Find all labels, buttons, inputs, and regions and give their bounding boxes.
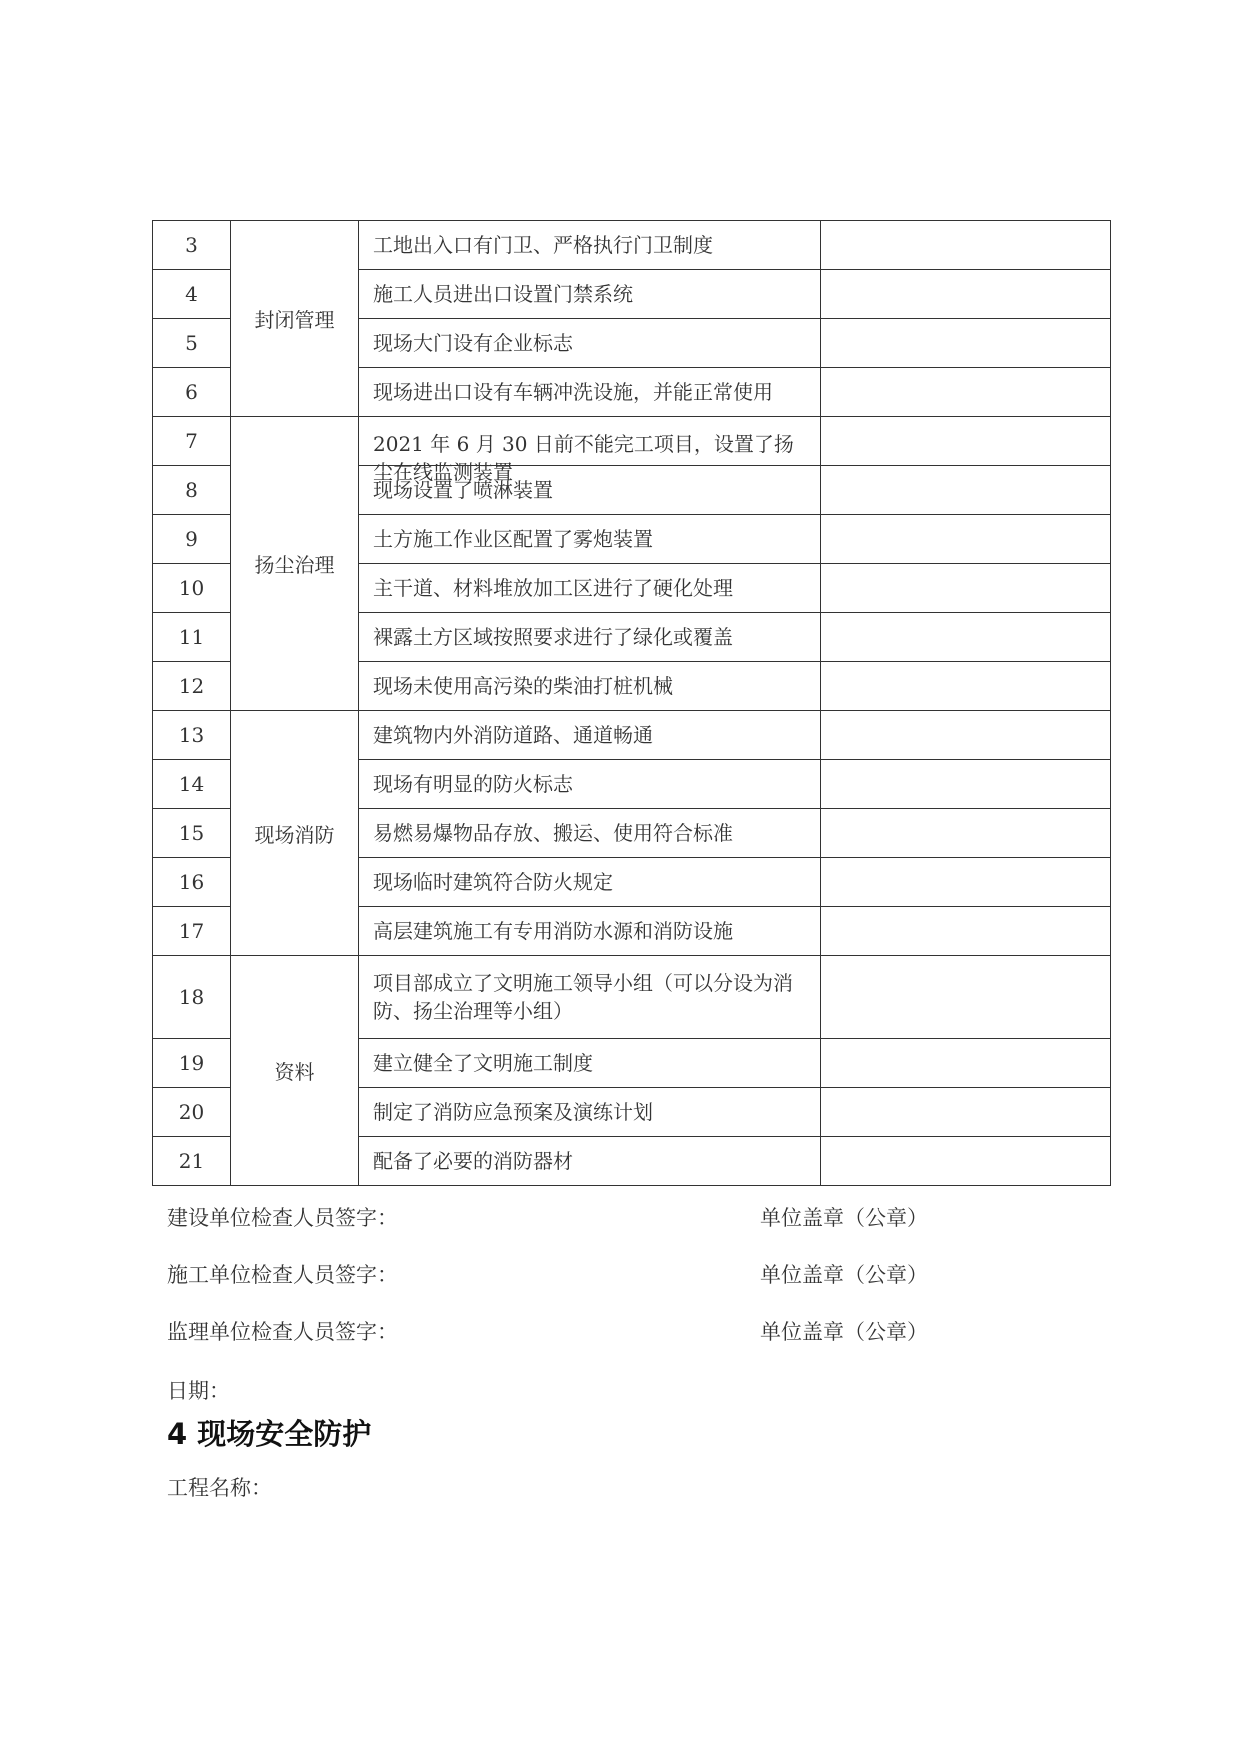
row-number: 15 bbox=[153, 809, 231, 858]
row-number: 12 bbox=[153, 662, 231, 711]
result-cell[interactable] bbox=[821, 221, 1111, 270]
table-row bbox=[153, 417, 1111, 466]
row-number: 14 bbox=[153, 760, 231, 809]
check-item: 现场未使用高污染的柴油打桩机械 bbox=[359, 662, 821, 711]
result-cell[interactable] bbox=[821, 956, 1111, 1039]
result-cell[interactable] bbox=[821, 711, 1111, 760]
row-number: 19 bbox=[153, 1039, 231, 1088]
check-item: 施工人员进出口设置门禁系统 bbox=[359, 270, 821, 319]
row-number: 10 bbox=[153, 564, 231, 613]
row-number: 16 bbox=[153, 858, 231, 907]
check-item: 配备了必要的消防器材 bbox=[359, 1137, 821, 1186]
result-cell[interactable] bbox=[821, 662, 1111, 711]
category-cell: 现场消防 bbox=[231, 711, 359, 956]
row-number: 20 bbox=[153, 1088, 231, 1137]
row-number: 18 bbox=[153, 956, 231, 1039]
row-number: 8 bbox=[153, 466, 231, 515]
result-cell[interactable] bbox=[821, 907, 1111, 956]
row-number: 4 bbox=[153, 270, 231, 319]
row-number: 7 bbox=[153, 417, 231, 466]
table-row bbox=[153, 221, 1111, 270]
section-heading: 4 现场安全防护 bbox=[167, 1417, 372, 1451]
check-item: 主干道、材料堆放加工区进行了硬化处理 bbox=[359, 564, 821, 613]
row-number: 13 bbox=[153, 711, 231, 760]
inspection-checklist-table bbox=[152, 220, 1111, 1186]
check-item: 现场有明显的防火标志 bbox=[359, 760, 821, 809]
result-cell[interactable] bbox=[821, 270, 1111, 319]
result-cell[interactable] bbox=[821, 319, 1111, 368]
row-number: 9 bbox=[153, 515, 231, 564]
result-cell[interactable] bbox=[821, 613, 1111, 662]
table-row bbox=[153, 711, 1111, 760]
supervision-unit-stamp-label: 单位盖章（公章） bbox=[760, 1320, 928, 1344]
row-number: 17 bbox=[153, 907, 231, 956]
result-cell[interactable] bbox=[821, 809, 1111, 858]
check-item bbox=[359, 417, 821, 484]
result-cell[interactable] bbox=[821, 1088, 1111, 1137]
construction-unit-signature-label: 建设单位检查人员签字： bbox=[167, 1206, 398, 1230]
check-item: 制定了消防应急预案及演练计划 bbox=[359, 1088, 821, 1137]
check-item: 现场大门设有企业标志 bbox=[359, 319, 821, 368]
row-number: 3 bbox=[153, 221, 231, 270]
check-item: 现场进出口设有车辆冲洗设施，并能正常使用 bbox=[359, 368, 821, 417]
result-cell[interactable] bbox=[821, 1137, 1111, 1186]
supervision-unit-signature-label: 监理单位检查人员签字： bbox=[167, 1320, 398, 1344]
check-item: 现场设置了喷淋装置 bbox=[359, 466, 821, 515]
check-item: 建筑物内外消防道路、通道畅通 bbox=[359, 711, 821, 760]
check-item: 工地出入口有门卫、严格执行门卫制度 bbox=[359, 221, 821, 270]
check-item-text-clipped: 2021 年 6 月 30 日前不能完工项目，设置了扬尘在线监测装置 bbox=[373, 432, 794, 484]
row-number: 6 bbox=[153, 368, 231, 417]
result-cell[interactable] bbox=[821, 1039, 1111, 1088]
result-cell[interactable] bbox=[821, 368, 1111, 417]
builder-unit-signature-label: 施工单位检查人员签字： bbox=[167, 1263, 398, 1287]
check-item: 项目部成立了文明施工领导小组（可以分设为消防、扬尘治理等小组） bbox=[359, 956, 821, 1039]
check-item: 建立健全了文明施工制度 bbox=[359, 1039, 821, 1088]
construction-unit-stamp-label: 单位盖章（公章） bbox=[760, 1206, 928, 1230]
project-name-label: 工程名称： bbox=[167, 1476, 272, 1500]
builder-unit-stamp-label: 单位盖章（公章） bbox=[760, 1263, 928, 1287]
result-cell[interactable] bbox=[821, 858, 1111, 907]
row-number: 21 bbox=[153, 1137, 231, 1186]
result-cell[interactable] bbox=[821, 515, 1111, 564]
date-label: 日期： bbox=[167, 1379, 230, 1403]
result-cell[interactable] bbox=[821, 417, 1111, 466]
table-row bbox=[153, 956, 1111, 1039]
category-cell: 资料 bbox=[231, 956, 359, 1186]
check-item: 现场临时建筑符合防火规定 bbox=[359, 858, 821, 907]
check-item: 土方施工作业区配置了雾炮装置 bbox=[359, 515, 821, 564]
check-item: 易燃易爆物品存放、搬运、使用符合标准 bbox=[359, 809, 821, 858]
result-cell[interactable] bbox=[821, 466, 1111, 515]
check-item: 高层建筑施工有专用消防水源和消防设施 bbox=[359, 907, 821, 956]
category-cell: 扬尘治理 bbox=[231, 417, 359, 711]
check-item: 裸露土方区域按照要求进行了绿化或覆盖 bbox=[359, 613, 821, 662]
result-cell[interactable] bbox=[821, 760, 1111, 809]
result-cell[interactable] bbox=[821, 564, 1111, 613]
row-number: 5 bbox=[153, 319, 231, 368]
category-cell: 封闭管理 bbox=[231, 221, 359, 417]
row-number: 11 bbox=[153, 613, 231, 662]
